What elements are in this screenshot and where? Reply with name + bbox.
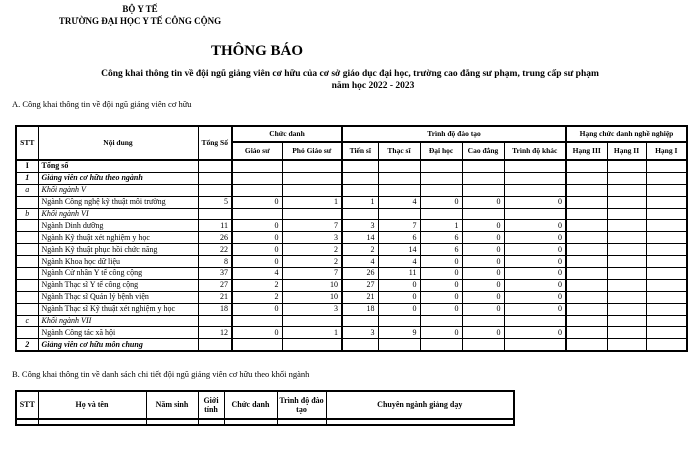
value-cell: 0 (462, 220, 504, 232)
value-cell (607, 232, 646, 244)
table-row (16, 256, 687, 268)
value-cell: 27 (342, 279, 378, 291)
content-cell: Ngành Cử nhân Y tế công cộng (38, 268, 198, 280)
content-cell: Tổng số (38, 160, 198, 172)
value-cell (462, 172, 504, 184)
stt-cell (16, 268, 38, 280)
value-cell (420, 172, 462, 184)
value-cell (566, 327, 607, 339)
value-cell: 0 (462, 303, 504, 315)
value-cell (607, 220, 646, 232)
stt-cell (16, 244, 38, 256)
value-cell: 0 (462, 327, 504, 339)
value-cell (566, 256, 607, 268)
table-row (16, 315, 687, 327)
value-cell (282, 208, 342, 220)
table-row (16, 160, 687, 172)
value-cell: 2 (282, 244, 342, 256)
value-cell: 6 (378, 232, 420, 244)
value-cell: 7 (282, 220, 342, 232)
value-cell (198, 160, 232, 172)
stt-cell: 1 (16, 172, 38, 184)
value-cell (566, 268, 607, 280)
value-cell (607, 244, 646, 256)
col-header-hang-1: Hạng I (646, 142, 687, 160)
col-header-nam-sinh: Năm sinh (146, 391, 198, 419)
value-cell (646, 244, 687, 256)
col-group-trinh-do-dao-tao: Trình độ đào tạo (342, 126, 566, 142)
empty-cell (38, 419, 146, 425)
value-cell (282, 172, 342, 184)
stt-cell: a (16, 184, 38, 196)
value-cell: 0 (504, 220, 566, 232)
value-cell: 0 (504, 327, 566, 339)
value-cell (378, 208, 420, 220)
value-cell (566, 208, 607, 220)
value-cell: 0 (462, 256, 504, 268)
value-cell (607, 291, 646, 303)
value-cell: 6 (420, 232, 462, 244)
value-cell (646, 279, 687, 291)
value-cell (378, 315, 420, 327)
value-cell (198, 184, 232, 196)
table-row (16, 327, 687, 339)
value-cell: 1 (342, 196, 378, 208)
value-cell (566, 220, 607, 232)
value-cell: 21 (342, 291, 378, 303)
value-cell: 0 (420, 256, 462, 268)
value-cell (378, 172, 420, 184)
value-cell: 4 (378, 256, 420, 268)
content-cell: Ngành Thạc sĩ Y tế công cộng (38, 279, 198, 291)
value-cell (342, 339, 378, 351)
value-cell: 0 (504, 244, 566, 256)
value-cell (420, 184, 462, 196)
value-cell (198, 315, 232, 327)
value-cell: 9 (378, 327, 420, 339)
col-header-thac-si: Thạc sĩ (378, 142, 420, 160)
value-cell: 0 (232, 232, 282, 244)
stt-cell (16, 279, 38, 291)
value-cell (607, 256, 646, 268)
value-cell (646, 232, 687, 244)
table-row (16, 303, 687, 315)
value-cell: 0 (504, 279, 566, 291)
table-row (16, 196, 687, 208)
value-cell (607, 184, 646, 196)
value-cell: 0 (232, 244, 282, 256)
value-cell (607, 339, 646, 351)
table-row (16, 244, 687, 256)
stt-cell (16, 196, 38, 208)
document-title: THÔNG BÁO (210, 43, 304, 59)
stt-cell (16, 220, 38, 232)
detail-header-row (16, 391, 514, 419)
value-cell (504, 315, 566, 327)
value-cell (198, 208, 232, 220)
value-cell (646, 184, 687, 196)
section-b-label: B. Công khai thông tin về danh sách chi tiết đội ngũ giảng viên cơ hữu theo khối ngành (12, 369, 310, 379)
value-cell (566, 291, 607, 303)
header-group-row (16, 126, 687, 142)
empty-cell (326, 419, 514, 425)
value-cell: 0 (462, 291, 504, 303)
table-row (16, 268, 687, 280)
col-header-stt: STT (16, 126, 38, 160)
value-cell (607, 196, 646, 208)
value-cell: 0 (232, 220, 282, 232)
value-cell (420, 339, 462, 351)
value-cell: 0 (420, 268, 462, 280)
value-cell: 8 (198, 256, 232, 268)
value-cell (646, 196, 687, 208)
col-header-ho-va-ten: Họ và tên (38, 391, 146, 419)
col-header-cao-dang: Cao đẳng (462, 142, 504, 160)
table-row (16, 291, 687, 303)
value-cell: 6 (420, 244, 462, 256)
value-cell: 2 (282, 256, 342, 268)
value-cell (566, 196, 607, 208)
value-cell: 2 (232, 291, 282, 303)
value-cell: 14 (378, 244, 420, 256)
value-cell: 3 (282, 232, 342, 244)
content-cell: Ngành Thạc sĩ Kỹ thuật xét nghiệm y học (38, 303, 198, 315)
value-cell (607, 303, 646, 315)
value-cell: 0 (420, 279, 462, 291)
org-header (35, 3, 245, 27)
value-cell (342, 315, 378, 327)
value-cell: 3 (342, 327, 378, 339)
value-cell: 0 (378, 291, 420, 303)
value-cell (504, 160, 566, 172)
value-cell (378, 184, 420, 196)
stt-cell (16, 291, 38, 303)
value-cell (420, 208, 462, 220)
value-cell: 1 (282, 327, 342, 339)
document-subtitle: Công khai thông tin về đội ngũ giảng viên cơ hữu của cơ sở giáo dục đại học, trường cao đẳng sư phạm, trung cấp sư phạm (101, 69, 599, 79)
value-cell: 11 (378, 268, 420, 280)
faculty-summary-table (15, 125, 688, 352)
value-cell: 2 (342, 244, 378, 256)
value-cell: 0 (420, 196, 462, 208)
value-cell (232, 184, 282, 196)
table-row (16, 208, 687, 220)
col-header-giao-su: Giáo sư (232, 142, 282, 160)
value-cell (646, 315, 687, 327)
value-cell (566, 172, 607, 184)
content-cell: Ngành Công nghệ kỹ thuật môi trường (38, 196, 198, 208)
col-header-hang-2: Hạng II (607, 142, 646, 160)
content-cell: Khối ngành VI (38, 208, 198, 220)
value-cell: 4 (378, 196, 420, 208)
value-cell: 3 (342, 220, 378, 232)
stt-cell (16, 256, 38, 268)
value-cell (282, 160, 342, 172)
value-cell: 18 (342, 303, 378, 315)
stt-cell: 2 (16, 339, 38, 351)
value-cell (420, 160, 462, 172)
value-cell (566, 315, 607, 327)
value-cell: 1 (282, 196, 342, 208)
value-cell (646, 339, 687, 351)
value-cell: 22 (198, 244, 232, 256)
col-group-chuc-danh: Chức danh (232, 126, 342, 142)
value-cell (504, 172, 566, 184)
content-cell: Giảng viên cơ hữu môn chung (38, 339, 198, 351)
col-header-trinh-do-khac: Trình độ khác (504, 142, 566, 160)
value-cell (607, 327, 646, 339)
value-cell: 0 (504, 303, 566, 315)
value-cell (607, 172, 646, 184)
content-cell: Khối ngành V (38, 184, 198, 196)
content-cell: Ngành Kỹ thuật phục hồi chức năng (38, 244, 198, 256)
content-cell: Ngành Dinh dưỡng (38, 220, 198, 232)
value-cell: 0 (504, 291, 566, 303)
faculty-detail-table (15, 390, 515, 426)
value-cell: 0 (462, 268, 504, 280)
value-cell (378, 160, 420, 172)
value-cell (342, 160, 378, 172)
value-cell: 37 (198, 268, 232, 280)
col-header-trinh-do-dao-tao: Trình độ đào tạo (277, 391, 326, 419)
stt-cell (16, 232, 38, 244)
table-row (16, 220, 687, 232)
value-cell: 2 (232, 279, 282, 291)
col-header-dai-hoc: Đại học (420, 142, 462, 160)
value-cell (378, 339, 420, 351)
value-cell (566, 232, 607, 244)
empty-cell (224, 419, 277, 425)
value-cell (646, 268, 687, 280)
content-cell: Khối ngành VII (38, 315, 198, 327)
table-row (16, 279, 687, 291)
content-cell: Giảng viên cơ hữu theo ngành (38, 172, 198, 184)
col-header-stt: STT (16, 391, 38, 419)
value-cell: 0 (462, 232, 504, 244)
col-header-hang-3: Hạng III (566, 142, 607, 160)
value-cell: 0 (420, 303, 462, 315)
value-cell: 0 (378, 303, 420, 315)
value-cell (342, 172, 378, 184)
content-cell: Ngành Khoa học dữ liệu (38, 256, 198, 268)
value-cell: 14 (342, 232, 378, 244)
col-header-tien-si: Tiến sĩ (342, 142, 378, 160)
value-cell: 4 (232, 268, 282, 280)
value-cell (646, 256, 687, 268)
value-cell (566, 279, 607, 291)
school-year: năm học 2022 - 2023 (331, 81, 415, 91)
value-cell (566, 160, 607, 172)
value-cell (504, 184, 566, 196)
value-cell (420, 315, 462, 327)
value-cell: 0 (504, 196, 566, 208)
value-cell (646, 220, 687, 232)
value-cell (198, 172, 232, 184)
col-header-noi-dung: Nội dung (38, 126, 198, 160)
value-cell: 7 (378, 220, 420, 232)
value-cell (282, 339, 342, 351)
value-cell: 0 (462, 196, 504, 208)
empty-row (16, 419, 514, 425)
value-cell: 10 (282, 279, 342, 291)
value-cell: 11 (198, 220, 232, 232)
value-cell (646, 208, 687, 220)
value-cell: 0 (462, 244, 504, 256)
value-cell (566, 303, 607, 315)
value-cell: 0 (504, 268, 566, 280)
col-header-tong-so: Tổng Số (198, 126, 232, 160)
content-cell: Ngành Công tác xã hội (38, 327, 198, 339)
value-cell (566, 244, 607, 256)
table-row (16, 184, 687, 196)
university-name: TRƯỜNG ĐẠI HỌC Y TẾ CÔNG CỘNG (58, 16, 222, 26)
value-cell (232, 160, 282, 172)
empty-cell (16, 419, 38, 425)
value-cell: 5 (198, 196, 232, 208)
empty-cell (198, 419, 224, 425)
table-row (16, 172, 687, 184)
value-cell (232, 208, 282, 220)
value-cell (504, 339, 566, 351)
value-cell: 0 (232, 256, 282, 268)
table-row (16, 232, 687, 244)
value-cell: 0 (504, 256, 566, 268)
value-cell (646, 303, 687, 315)
value-cell (504, 208, 566, 220)
content-cell: Ngành Thạc sĩ Quản lý bệnh viện (38, 291, 198, 303)
value-cell (462, 184, 504, 196)
value-cell (198, 339, 232, 351)
stt-cell: I (16, 160, 38, 172)
value-cell: 0 (378, 279, 420, 291)
value-cell (342, 184, 378, 196)
value-cell: 26 (198, 232, 232, 244)
value-cell: 4 (342, 256, 378, 268)
value-cell: 21 (198, 291, 232, 303)
value-cell: 18 (198, 303, 232, 315)
value-cell: 1 (420, 220, 462, 232)
empty-cell (146, 419, 198, 425)
value-cell (342, 208, 378, 220)
value-cell (646, 291, 687, 303)
empty-cell (277, 419, 326, 425)
section-a-label: A. Công khai thông tin về đội ngũ giảng viên cơ hữu (12, 99, 192, 109)
ministry-name: BỘ Y TẾ (122, 4, 158, 14)
value-cell (607, 208, 646, 220)
value-cell (566, 339, 607, 351)
value-cell: 10 (282, 291, 342, 303)
value-cell: 7 (282, 268, 342, 280)
value-cell (462, 208, 504, 220)
col-header-chuc-danh: Chức danh (224, 391, 277, 419)
value-cell: 0 (232, 327, 282, 339)
value-cell (282, 315, 342, 327)
value-cell: 12 (198, 327, 232, 339)
stt-cell (16, 303, 38, 315)
value-cell: 3 (282, 303, 342, 315)
value-cell (232, 315, 282, 327)
value-cell (646, 172, 687, 184)
value-cell (566, 184, 607, 196)
value-cell (607, 160, 646, 172)
value-cell (646, 327, 687, 339)
value-cell: 0 (232, 303, 282, 315)
value-cell: 0 (504, 232, 566, 244)
stt-cell (16, 327, 38, 339)
value-cell: 0 (420, 327, 462, 339)
value-cell (646, 160, 687, 172)
stt-cell: c (16, 315, 38, 327)
col-header-gioi-tinh: Giới tính (198, 391, 224, 419)
value-cell (282, 184, 342, 196)
value-cell (462, 315, 504, 327)
value-cell (232, 172, 282, 184)
value-cell: 0 (462, 279, 504, 291)
value-cell (462, 339, 504, 351)
value-cell: 26 (342, 268, 378, 280)
col-header-chuyen-nganh: Chuyên ngành giảng dạy (326, 391, 514, 419)
table-row (16, 339, 687, 351)
content-cell: Ngành Kỹ thuật xét nghiệm y học (38, 232, 198, 244)
col-header-pho-giao-su: Phó Giáo sư (282, 142, 342, 160)
value-cell (607, 268, 646, 280)
value-cell (462, 160, 504, 172)
value-cell: 27 (198, 279, 232, 291)
value-cell: 0 (232, 196, 282, 208)
value-cell: 0 (420, 291, 462, 303)
stt-cell: b (16, 208, 38, 220)
value-cell (607, 279, 646, 291)
col-group-hang-chuc-danh: Hạng chức danh nghề nghiệp (566, 126, 687, 142)
value-cell (607, 315, 646, 327)
value-cell (232, 339, 282, 351)
